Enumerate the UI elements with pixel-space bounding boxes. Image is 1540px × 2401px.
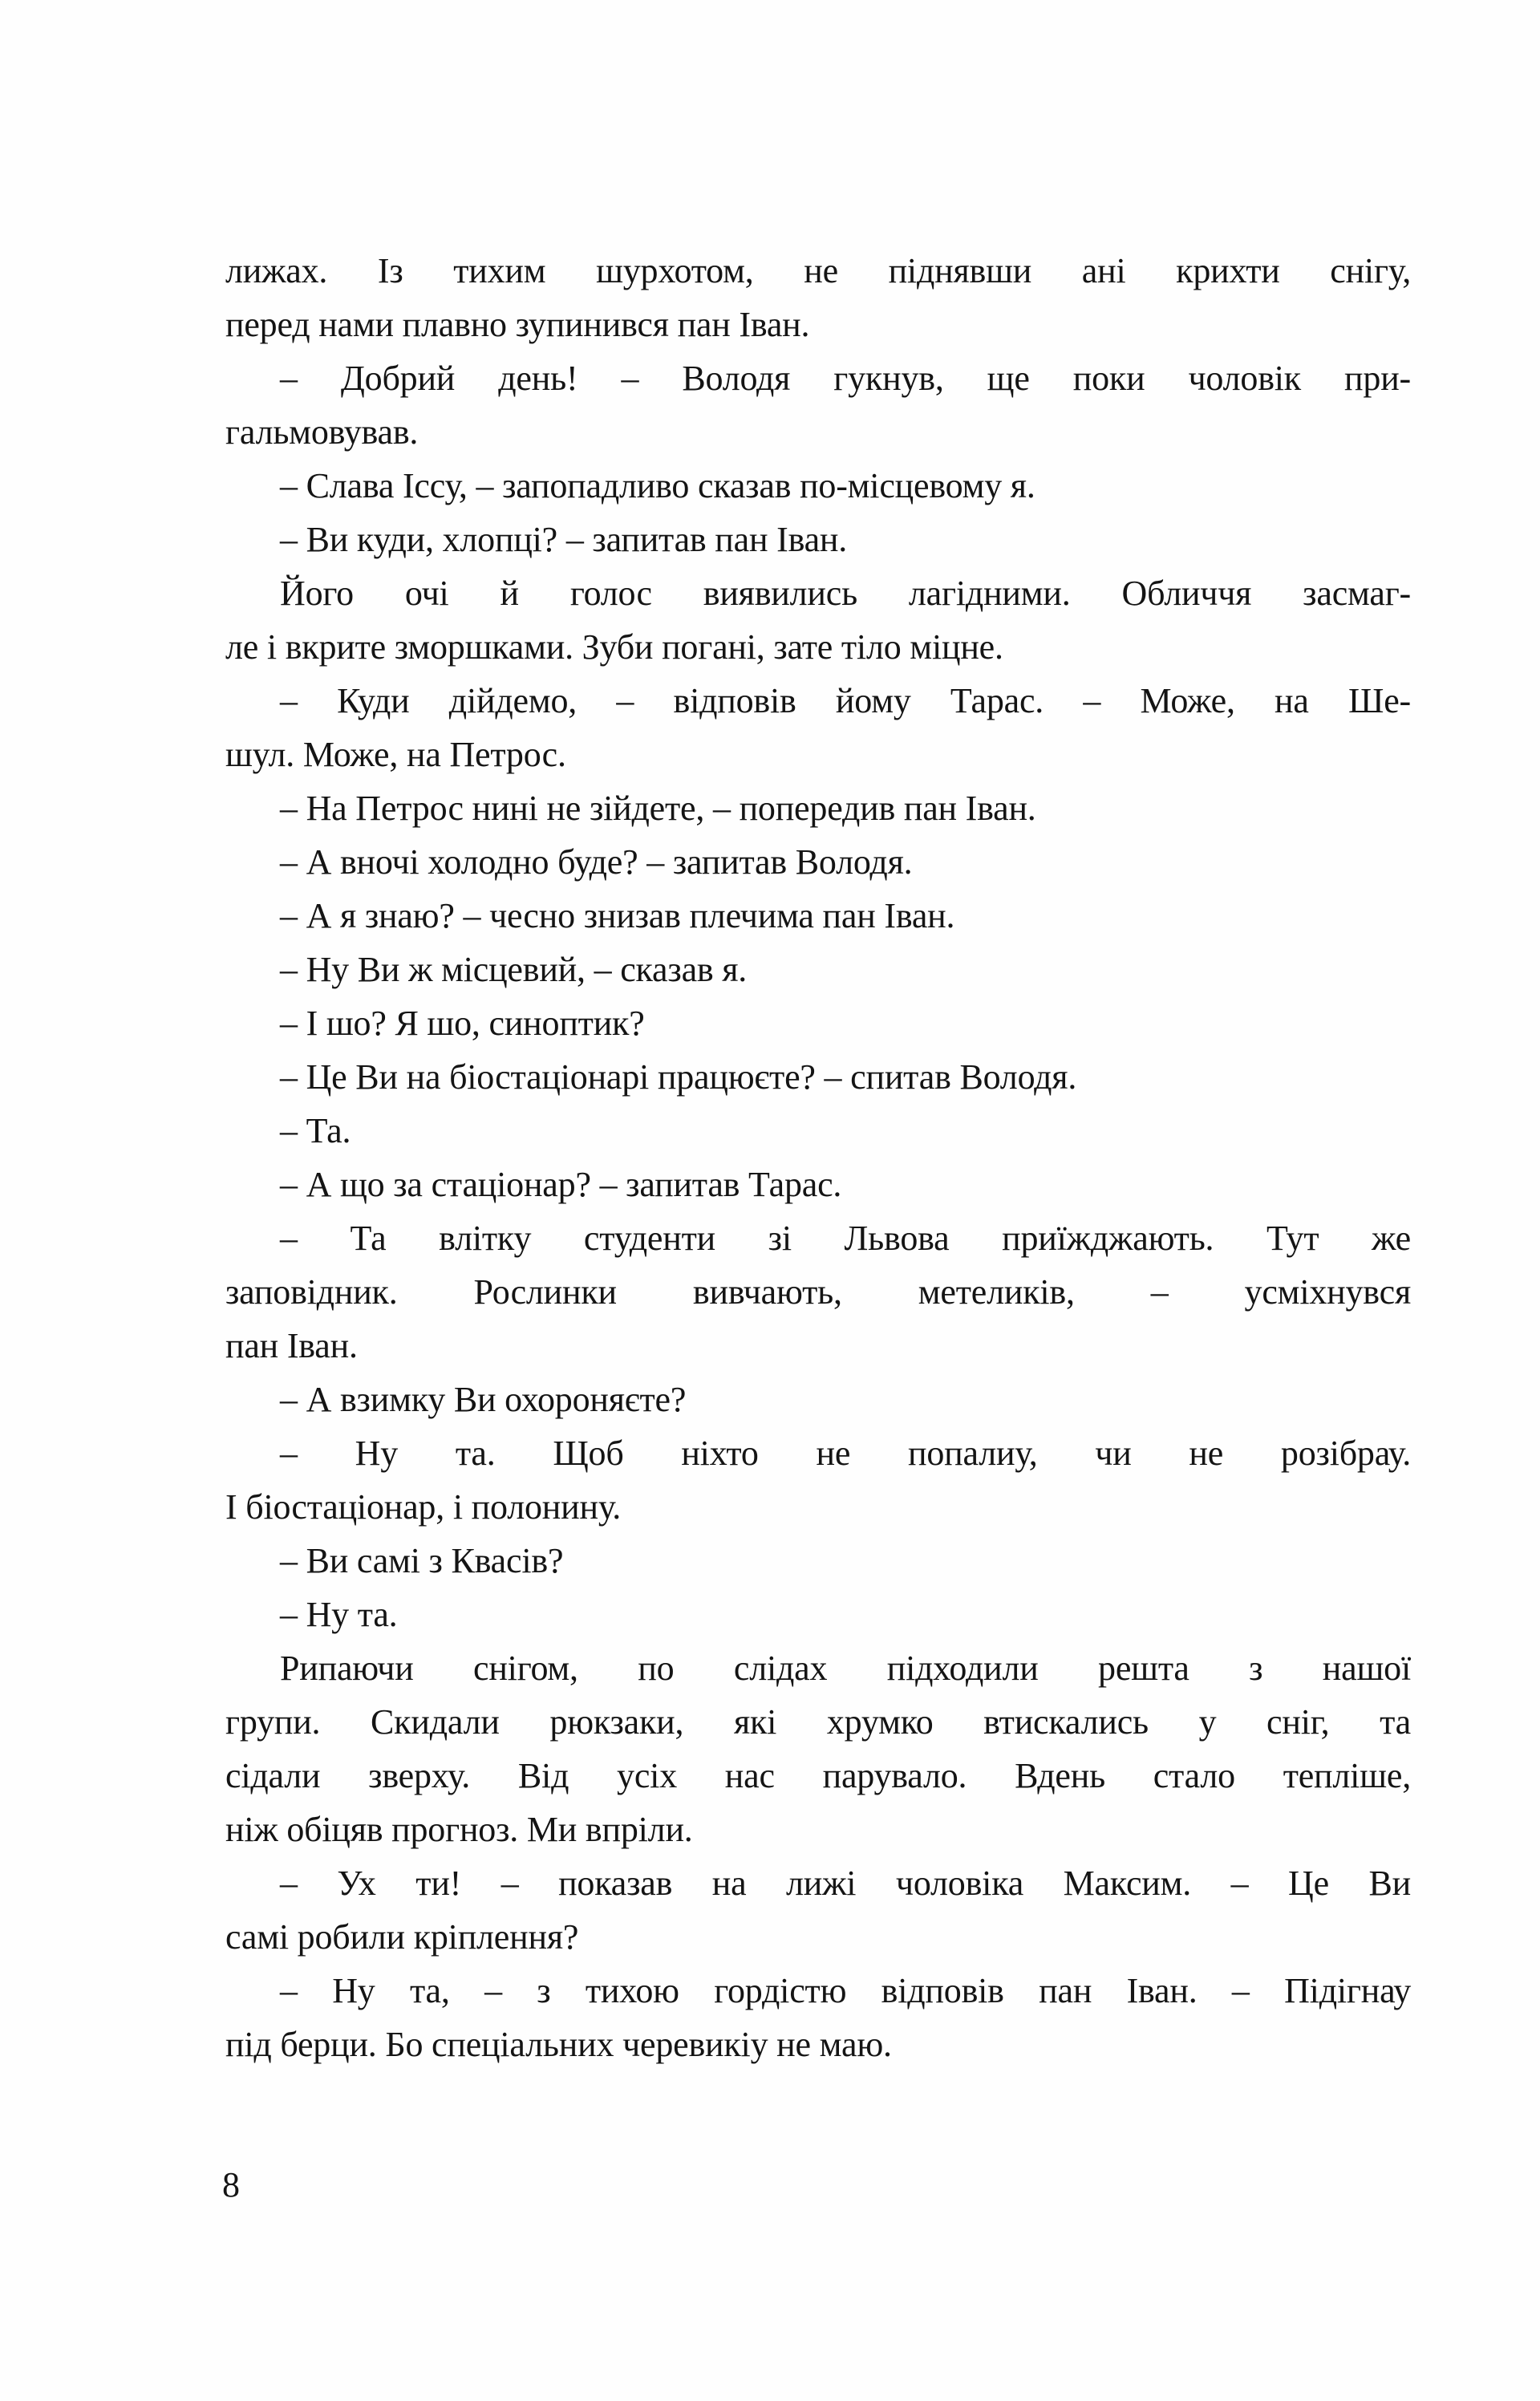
text-line: – Ви самі з Квасів?	[280, 1541, 564, 1580]
text-line: – І шо? Я шо, синоптик?	[280, 1004, 645, 1043]
paragraph	[225, 1211, 1411, 1373]
paragraph	[225, 459, 1411, 513]
text-line: – Ну та, – з тихою гордістю відповів пан Іван. – Підігнау	[280, 1971, 1411, 2010]
paragraph	[225, 1588, 1411, 1641]
text-line: – Ви куди, хлопці? – запитав пан Іван.	[280, 520, 848, 559]
text-line: – На Петрос нині не зійдете, – попередив пан Іван.	[280, 789, 1036, 828]
text-line: – А взимку Ви охороняєте?	[280, 1380, 687, 1419]
text-line: самі робили кріплення?	[225, 1917, 579, 1957]
text-line: Його очі й голос виявились лагідними. Обличчя засмаг-	[280, 574, 1411, 613]
text-line: – Ну та. Щоб ніхто не попалиу, чи не розібрау.	[280, 1434, 1411, 1473]
text-line: сідали зверху. Від усіх нас парувало. Вдень стало тепліше,	[225, 1756, 1411, 1795]
text-line: Рипаючи снігом, по слідах підходили решта з нашої	[280, 1649, 1411, 1688]
text-line: – Слава Іссу, – запопадливо сказав по-місцевому я.	[280, 466, 1035, 505]
paragraph	[225, 1426, 1411, 1534]
text-line: – Ну та.	[280, 1595, 398, 1634]
paragraph	[225, 1641, 1411, 1856]
paragraph	[225, 351, 1411, 459]
text-line: під берци. Бо спеціальних черевикіу не маю.	[225, 2025, 892, 2064]
paragraph	[225, 835, 1411, 889]
text-line: – А вночі холодно буде? – запитав Володя.	[280, 842, 913, 882]
text-line: – Ну Ви ж місцевий, – сказав я.	[280, 950, 748, 989]
text-line: заповідник. Рослинки вивчають, метеликів, – усміхнувся	[225, 1272, 1411, 1312]
text-line: – Та.	[280, 1111, 351, 1150]
paragraph	[225, 943, 1411, 996]
paragraph	[225, 244, 1411, 351]
paragraph	[225, 566, 1411, 674]
paragraph	[225, 1050, 1411, 1104]
text-line: групи. Скидали рюкзаки, які хрумко втискались у сніг, та	[225, 1702, 1411, 1742]
paragraph	[225, 996, 1411, 1050]
text-line: гальмовував.	[225, 412, 419, 452]
paragraph	[225, 1104, 1411, 1158]
paragraph	[225, 1158, 1411, 1211]
paragraph	[225, 1964, 1411, 2071]
paragraph	[225, 1856, 1411, 1964]
text-line: – Добрий день! – Володя гукнув, ще поки чоловік при-	[280, 359, 1411, 398]
paragraph	[225, 674, 1411, 781]
text-line: пан Іван.	[225, 1326, 358, 1365]
paragraph	[225, 781, 1411, 835]
paragraph	[225, 513, 1411, 566]
text-line: – Куди дійдемо, – відповів йому Тарас. – Може, на Ше-	[280, 681, 1411, 720]
text-line: – Та влітку студенти зі Львова приїжджають. Тут же	[280, 1219, 1411, 1258]
text-line: шул. Може, на Петрос.	[225, 735, 566, 774]
text-line: лижах. Із тихим шурхотом, не піднявши ані крихти снігу,	[225, 251, 1411, 290]
paragraph	[225, 889, 1411, 943]
text-line: І біостаціонар, і полонину.	[225, 1487, 622, 1527]
text-line: ле і вкрите зморшками. Зуби погані, зате тіло міцне.	[225, 627, 1003, 667]
text-line: – А я знаю? – чесно знизав плечима пан Іван.	[280, 896, 955, 935]
paragraph	[225, 1373, 1411, 1426]
text-line: перед нами плавно зупинився пан Іван.	[225, 305, 810, 344]
text-line: – Це Ви на біостаціонарі працюєте? – спитав Володя.	[280, 1057, 1077, 1097]
page-number: 8	[222, 2165, 240, 2204]
paragraph	[225, 1534, 1411, 1588]
text-line: ніж обіцяв прогноз. Ми впріли.	[225, 1810, 693, 1849]
text-line: – Ух ти! – показав на лижі чоловіка Максим. – Це Ви	[280, 1864, 1411, 1903]
page-text-block	[225, 244, 1411, 2071]
text-line: – А що за стаціонар? – запитав Тарас.	[280, 1165, 842, 1204]
